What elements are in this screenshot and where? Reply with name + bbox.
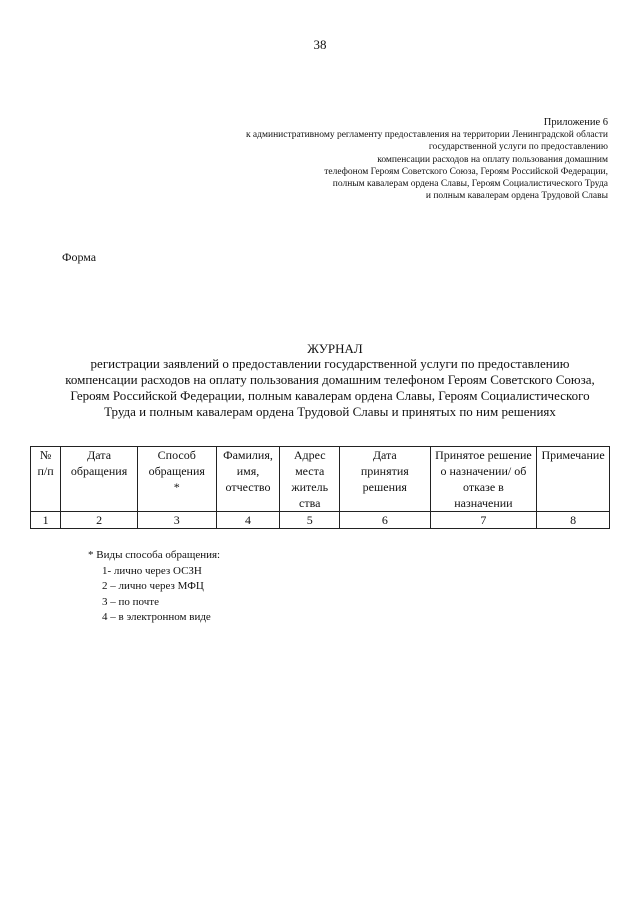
journal-subtitle-line: регистрации заявлений о предоставлении государственной услуги по предоставлению <box>90 356 570 371</box>
appendix-line: компенсации расходов на оплату пользования домашним <box>377 154 608 165</box>
journal-subtitle-line: Героям Российской Федерации, полным кавалерам ордена Славы, Героям Социалистического <box>70 388 590 403</box>
journal-subtitle-line: компенсации расходов на оплату пользования домашним телефоном Героям Советского Союза, <box>65 372 595 387</box>
footnote-item: 4 – в электронном виде <box>102 611 211 623</box>
appendix-line: к административному регламенту предоставления на территории Ленинградской области <box>245 130 608 141</box>
column-number: 7 <box>430 512 536 529</box>
column-number: 6 <box>339 512 430 529</box>
appendix-line: телефоном Героям Советского Союза, Героям Российской Федерации, <box>324 166 608 177</box>
column-number: 3 <box>137 512 216 529</box>
column-number: 5 <box>280 512 339 529</box>
page-number: 38 <box>313 37 327 52</box>
header-cell-decision: Принятое решение о назначении/ об отказе в назначении <box>430 447 536 512</box>
column-number: 1 <box>31 512 61 529</box>
header-cell-number: № п/п <box>31 447 61 512</box>
footnote-item: 2 – лично через МФЦ <box>102 580 204 592</box>
footnote-title: * Виды способа обращения: <box>88 549 221 561</box>
header-cell-address: Адрес места житель ства <box>280 447 339 512</box>
header-cell-note: Примечание <box>537 447 610 512</box>
header-cell-date: Дата обращения <box>61 447 138 512</box>
header-cell-method: Способ обращения * <box>137 447 216 512</box>
header-cell-name: Фамилия, имя, отчество <box>216 447 280 512</box>
form-label: Форма <box>62 250 97 264</box>
appendix-line: полным кавалерам ордена Славы, Героям Социалистического Труда <box>332 179 608 190</box>
journal-subtitle <box>40 356 620 420</box>
appendix-title: Приложение 6 <box>543 117 608 128</box>
table-header-row <box>31 447 610 512</box>
appendix-line: государственной услуги по предоставлению <box>428 142 608 153</box>
appendix-line: и полным кавалерам ордена Трудовой Славы <box>425 191 608 202</box>
column-number: 2 <box>61 512 138 529</box>
column-number-row <box>31 512 610 529</box>
appendix-block <box>188 117 608 202</box>
footnote-item: 1- лично через ОСЗН <box>102 564 202 577</box>
footnote <box>88 548 220 626</box>
header-cell-decision-date: Дата принятия решения <box>339 447 430 512</box>
journal-subtitle-line: Труда и полным кавалерам ордена Трудовой Славы и принятых по ним решениях <box>104 404 556 419</box>
journal-table <box>30 446 610 529</box>
column-number: 4 <box>216 512 280 529</box>
footnote-item: 3 – по почте <box>102 595 159 608</box>
journal-title: ЖУРНАЛ <box>307 341 363 356</box>
column-number: 8 <box>537 512 610 529</box>
